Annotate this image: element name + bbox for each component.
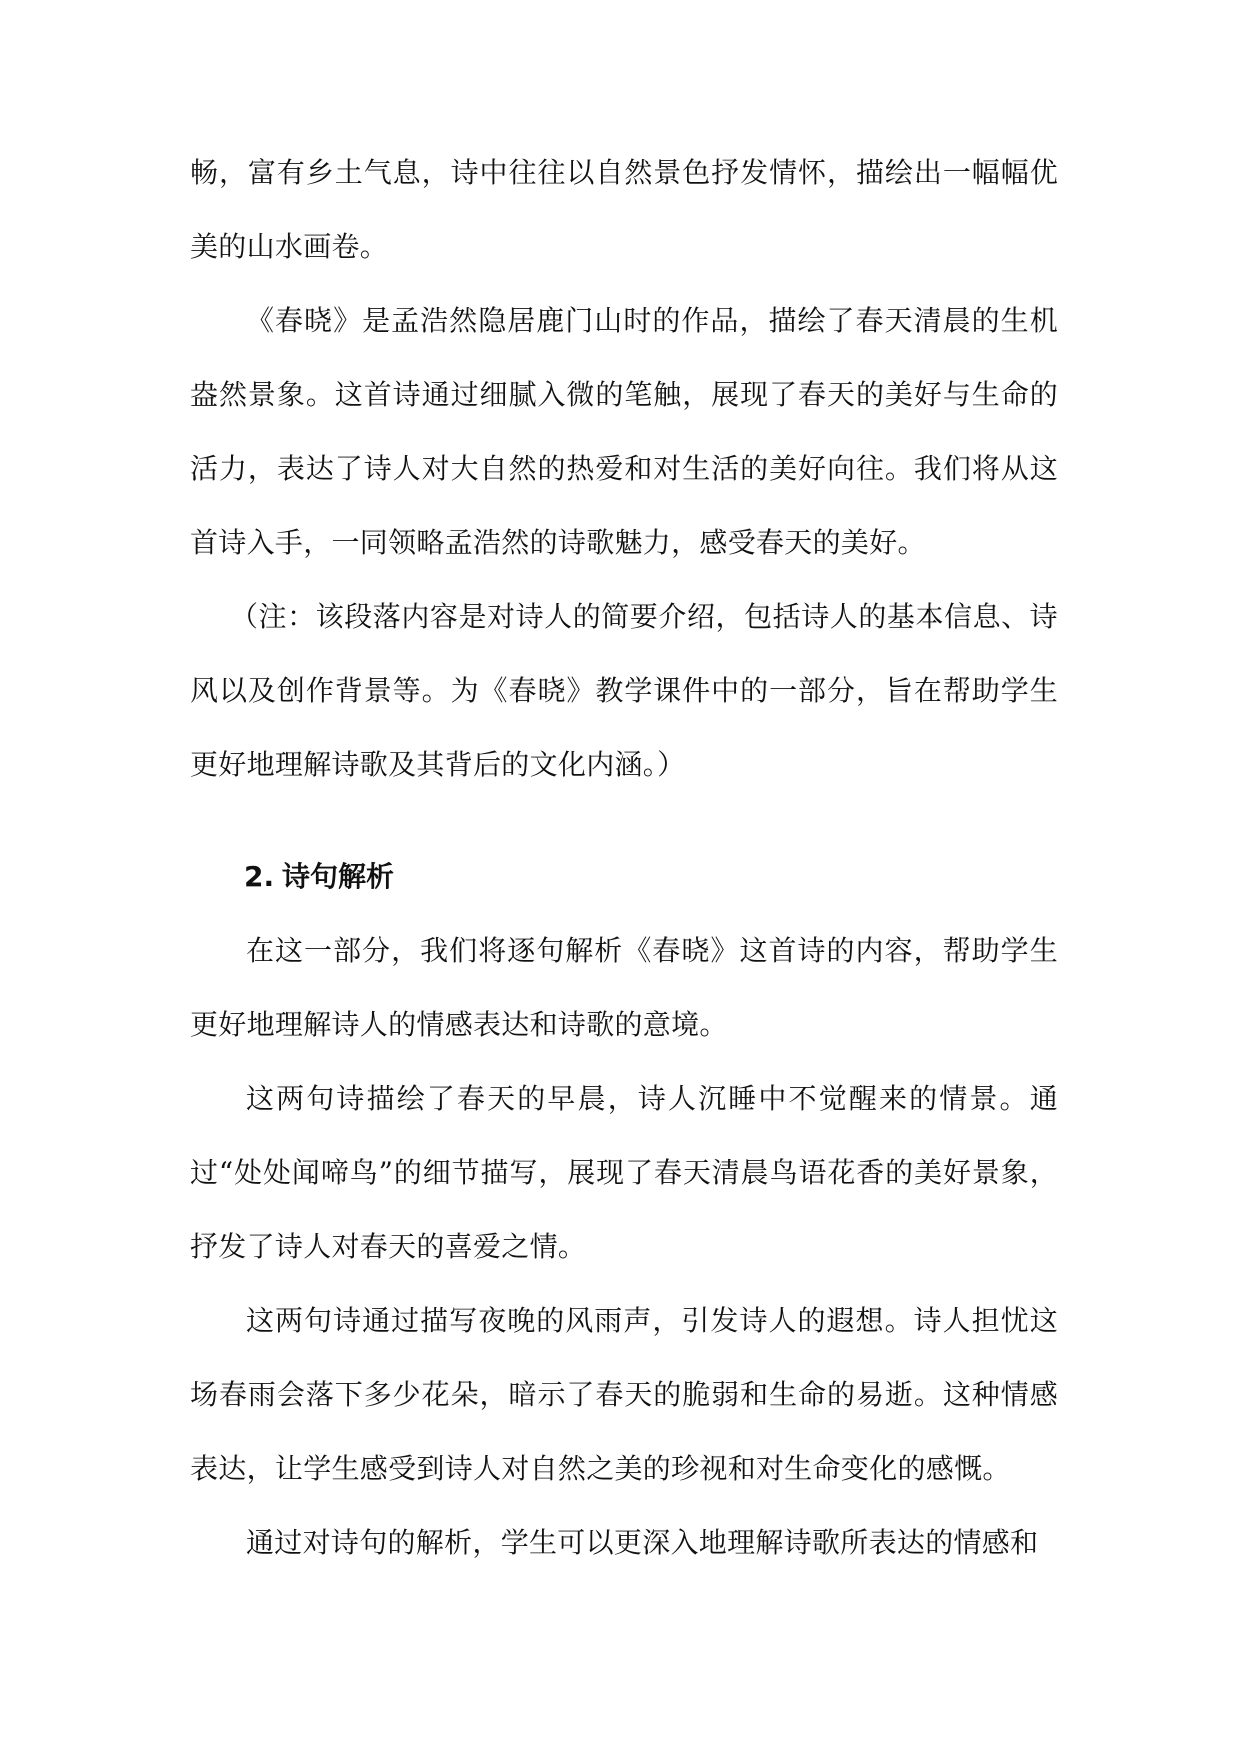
document-body — [190, 136, 1058, 1580]
section-title: 诗句解析 — [282, 860, 395, 893]
section-number: 2. — [244, 860, 275, 893]
paragraph-first-lines-analysis: 这两句诗描绘了春天的早晨，诗人沉睡中不觉醒来的情景。通过“处处闻啼鸟”的细节描写，展现了春天清晨鸟语花香的美好景象，抒发了诗人对春天的喜爱之情。 — [190, 1082, 1058, 1263]
paragraph-chunxiao-intro: 《春晓》是孟浩然隐居鹿门山时的作品，描绘了春天清晨的生机盎然景象。这首诗通过细腻入微的笔触，展现了春天的美好与生命的活力，表达了诗人对大自然的热爱和对生活的美好向往。我们将从这首诗入手，一同领略孟浩然的诗歌魅力，感受春天的美好。 — [190, 304, 1058, 559]
paragraph-second-lines-analysis: 这两句诗通过描写夜晚的风雨声，引发诗人的遐想。诗人担忧这场春雨会落下多少花朵，暗示了春天的脆弱和生命的易逝。这种情感表达，让学生感受到诗人对自然之美的珍视和对生命变化的感慨。 — [190, 1304, 1058, 1485]
paragraph-continuation: 畅，富有乡土气息，诗中往往以自然景色抒发情怀，描绘出一幅幅优美的山水画卷。 — [190, 156, 1058, 263]
paragraph-conclusion: 通过对诗句的解析，学生可以更深入地理解诗歌所表达的情感和 — [246, 1526, 1039, 1559]
section-heading — [190, 840, 1058, 914]
paragraph-section-intro: 在这一部分，我们将逐句解析《春晓》这首诗的内容，帮助学生更好地理解诗人的情感表达和诗歌的意境。 — [190, 934, 1058, 1041]
paragraph-note: （注：该段落内容是对诗人的简要介绍，包括诗人的基本信息、诗风以及创作背景等。为《春晓》教学课件中的一部分，旨在帮助学生更好地理解诗歌及其背后的文化内涵。） — [190, 600, 1058, 781]
